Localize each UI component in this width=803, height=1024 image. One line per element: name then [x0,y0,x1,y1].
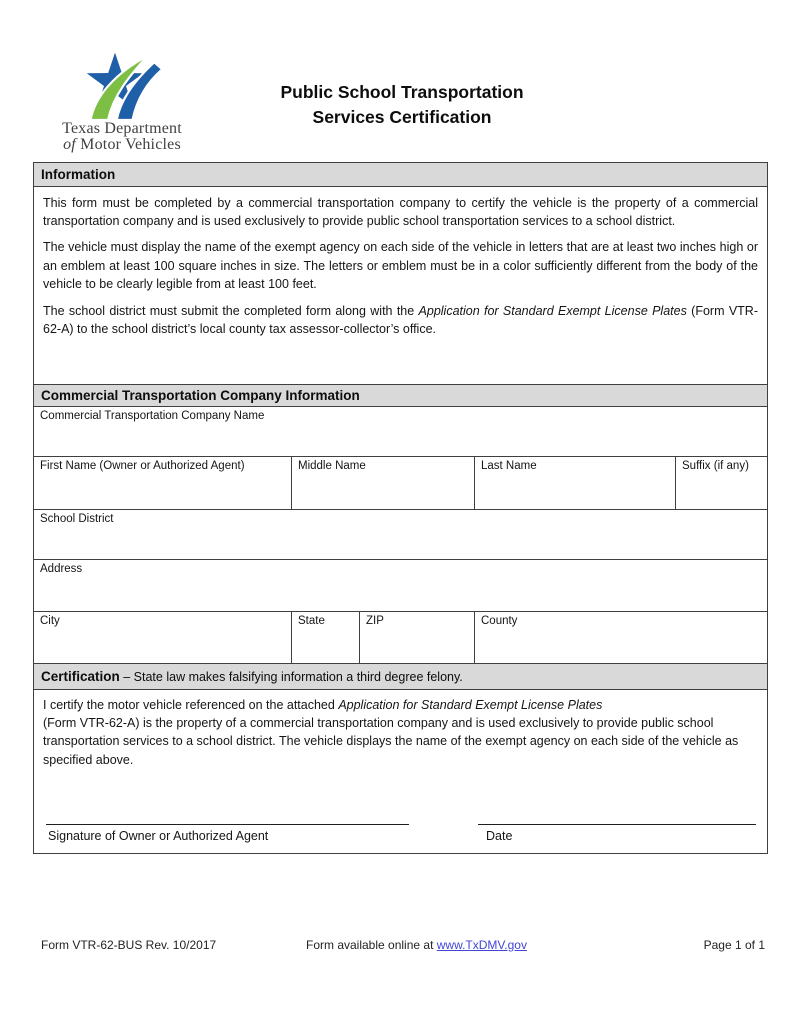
cert-form-name: Application for Standard Exempt License Plates [338,697,603,712]
txdmv-star-icon [63,50,181,120]
field-state[interactable] [291,612,359,664]
logo-org-line1: Texas Department [62,120,182,137]
page-number-label: Page 1 of 1 [703,938,765,952]
field-label-last-name: Last Name [481,460,537,472]
info-p3-form-name: Application for Standard Exempt License Plates [418,303,687,318]
field-suffix[interactable] [675,457,767,509]
information-body [33,186,768,386]
logo-org-motor-vehicles: Motor Vehicles [75,136,181,153]
footer-online-note [306,938,527,952]
field-label-state: State [298,614,325,627]
field-county[interactable] [474,612,767,664]
field-zip[interactable] [359,612,474,664]
cert-post: (Form VTR-62-A) is the property of a commercial transportation company and is used exclusively to provide public school transportation services to a school district. The vehicle displays the name of the exempt agency on each side of the vehicle as specified above. [43,715,739,767]
page-title-line1: Public School Transportation [280,82,524,102]
logo-org-name [36,121,208,153]
field-last-name[interactable] [474,457,675,509]
section-header-certification [33,663,768,690]
cert-pre: I certify the motor vehicle referenced on the attached [43,697,339,712]
signature-label: Signature of Owner or Authorized Agent [48,828,269,843]
field-label-first-name: First Name (Owner or Authorized Agent) [40,460,245,472]
info-p3-post: (Form VTR-62-A) to the school district’s local county tax assessor-collector’s office. [43,303,758,336]
certification-header-label: Certification [41,669,120,684]
date-line[interactable] [478,824,756,825]
date-label: Date [486,828,513,843]
form-revision-label: Form VTR-62-BUS Rev. 10/2017 [41,938,217,952]
form-table [33,162,768,854]
field-label-middle-name: Middle Name [298,460,366,472]
section-header-company-info [33,384,768,407]
field-school-district[interactable] [33,509,768,561]
name-field-row [33,456,768,510]
logo-org-of: of [63,136,76,153]
field-company-name[interactable] [33,406,768,458]
field-address[interactable] [33,559,768,612]
field-city[interactable] [34,612,291,664]
info-paragraph-2: The vehicle must display the name of the exempt agency on each side of the vehicle in letters that are at least two inches high or an emblem at least 100 square inches in size. The letters or emblem must be in a color sufficiently different from the body of the vehicle to be clearly legible from at least 100 feet. [43,240,758,292]
field-label-school-district: School District [40,512,114,525]
page-title-line2: Services Certification [312,107,492,127]
logo-org-line2 [36,137,208,153]
txdmv-logo [36,50,208,153]
info-paragraph-1: This form must be completed by a commercial transportation company to certify the vehicle is the property of a commercial transportation company and is used exclusively to provide public school transportation services to a school district. [43,195,758,228]
footer-online-text: Form available online at [306,938,437,952]
certification-body [33,689,768,854]
field-label-suffix: Suffix (if any) [682,460,749,472]
txdmv-link[interactable]: www.TxDMV.gov [436,938,527,952]
page-footer [33,938,768,956]
field-middle-name[interactable] [291,457,474,509]
field-first-name[interactable] [34,457,291,509]
city-field-row [33,611,768,665]
info-paragraph-3 [43,302,758,339]
field-label-company-name: Commercial Transportation Company Name [40,409,265,422]
information-header-label: Information [41,167,116,182]
certification-statement [43,696,758,770]
section-header-information [33,162,768,187]
certification-header-warning: – State law makes falsifying information a third degree felony. [119,669,463,684]
info-p3-pre: The school district must submit the completed form along with the [43,303,419,318]
field-label-county: County [481,614,518,627]
signature-line[interactable] [46,824,409,825]
company-info-header-label: Commercial Transportation Company Information [41,388,360,403]
field-label-zip: ZIP [366,614,384,627]
field-label-address: Address [40,563,83,575]
page-title [200,80,604,130]
field-label-city: City [40,614,60,627]
